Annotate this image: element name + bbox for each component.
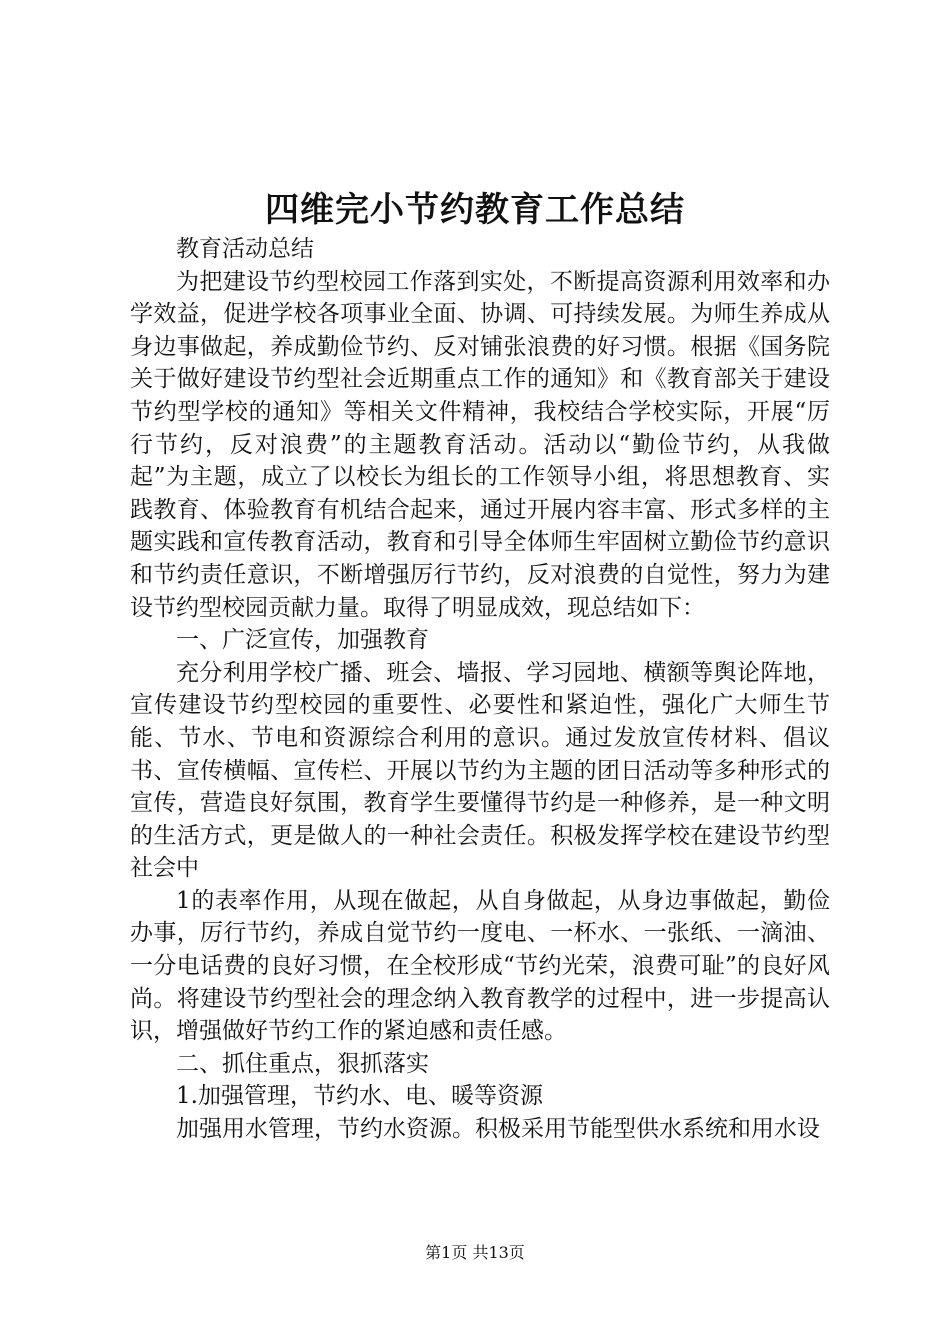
paragraph-water: 加强用水管理，节约水资源。积极采用节能型供水系统和用水设: [176, 1116, 820, 1143]
paragraph-intro: 为把建设节约型校园工作落到实处，不断提高资源利用效率和办学效益，促进学校各项事业全面、协调、可持续发展。为师生养成从身边事做起，养成勤俭节约、反对铺张浪费的好习惯。根据《国务院关于做好建设节约型社会近期重点工作的通知》和《教育部关于建设节约型学校的通知》等相关文件精神，我校结合学校实际，开展“厉行节约，反对浪费”的主题教育活动。活动以“勤俭节约，从我做起”为主题，成立了以校长为组长的工作领导小组，将思想教育、实践教育、体验教育有机结合起来，通过开展内容丰富、形式多样的主题实践和宣传教育活动，教育和引导全体师生牢固树立勤俭节约意识和节约责任意识，不断增强厉行节约，反对浪费的自觉性，努力为建设节约型校园贡献力量。取得了明显成效，现总结如下：: [130, 268, 830, 621]
paragraph-subtitle: 教育活动总结: [176, 236, 314, 262]
subsection-heading-1: 1.加强管理，节约水、电、暖等资源: [176, 1083, 543, 1110]
paragraph-role-model: 1的表率作用，从现在做起，从自身做起，从身边事做起，勤俭办事，厉行节约，养成自觉节约一度电、一杯水、一张纸、一滴油、一分电话费的良好习惯，在全校形成“节约光荣，浪费可耻”的良好风尚。将建设节约型社会的理念纳入教育教学的过程中，进一步提高认识，增强做好节约工作的紧迫感和责任感。: [130, 887, 830, 1045]
section-heading-2: 二、抓住重点，狠抓落实: [176, 1050, 429, 1077]
document-body: [130, 233, 830, 1146]
page-number-footer: 第1页 共13页: [425, 1243, 525, 1262]
document-title: 四维完小节约教育工作总结: [265, 190, 685, 230]
section-heading-1: 一、广泛宣传，加强教育: [176, 627, 429, 654]
paragraph-publicity: 充分利用学校广播、班会、墙报、学习园地、横额等舆论阵地，宣传建设节约型校园的重要性、必要性和紧迫性，强化广大师生节能、节水、节电和资源综合利用的意识。通过发放宣传材料、倡议书、宣传横幅、宣传栏、开展以节约为主题的团日活动等多种形式的宣传，营造良好氛围，教育学生要懂得节约是一种修养，是一种文明的生活方式，更是做人的一种社会责任。积极发挥学校在建设节约型社会中: [130, 659, 830, 882]
